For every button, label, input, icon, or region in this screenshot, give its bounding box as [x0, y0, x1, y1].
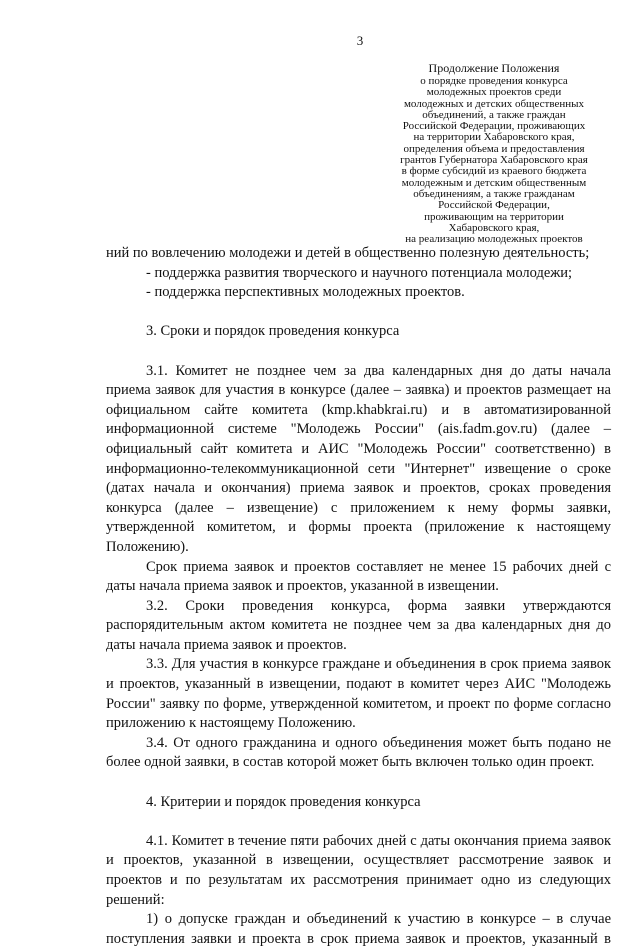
header-line: Хабаровского края, — [448, 221, 540, 234]
header-line: молодежных проектов среди — [426, 86, 562, 99]
header-line: о порядке проведения конкурса — [420, 75, 568, 87]
bullet-item: - поддержка развития творческого и научного потенциала молодежи; — [146, 264, 573, 281]
header-line: на реализацию молодежных проектов — [405, 233, 583, 246]
header-line: Российской Федерации, проживающих — [402, 120, 586, 133]
header-line: Продолжение Положения — [428, 61, 560, 75]
paragraph-3-3: 3.3. Для участия в конкурсе граждане и объединения в срок приема заявок и проектов, указанный в извещении, подают в комитет через АИС "Молодежь России" заявку по форме, утвержденной комитетом, и проект по форме согласно приложению к настоящему Положению. — [106, 656, 611, 732]
page-number: 3 — [356, 33, 364, 48]
header-line: объединениям, а также гражданам — [413, 187, 575, 200]
document-body — [106, 244, 611, 949]
bullet-item: - поддержка перспективных молодежных проектов. — [146, 284, 465, 301]
header-line: на территории Хабаровского края, — [413, 131, 575, 144]
header-line: молодежным и детским общественным — [401, 176, 587, 189]
section-4-heading: 4. Критерии и порядок проведения конкурса — [146, 793, 421, 810]
header-line: молодежных и детских общественных — [403, 97, 585, 110]
paragraph-4-1: 4.1. Комитет в течение пяти рабочих дней с даты окончания приема заявок и проектов, указанной в извещении, осуществляет рассмотрение заявок и проектов и по результатам их рассмотрения принимает одно из следующих решений: — [106, 832, 611, 908]
section-3-heading: 3. Сроки и порядок проведения конкурса — [146, 323, 400, 340]
header-line: проживающим на территории — [424, 210, 564, 223]
paragraph-term: Срок приема заявок и проектов составляет не менее 15 рабочих дней с даты начала приема заявок и проектов, указанной в извещении. — [106, 558, 611, 595]
header-line: определения объема и предоставления — [403, 142, 585, 155]
document-header — [378, 62, 610, 245]
header-line: объединений, а также граждан — [422, 108, 566, 121]
paragraph-3-1: 3.1. Комитет не позднее чем за два календарных дня до даты начала приема заявок для участия в конкурсе (далее – заявка) и проектов размещает на официальном сайте комитета (kmp.khabkrai.ru) и в автоматизированной информационной системе "Молодежь России" (ais.fadm.gov.ru) (далее – официальный сайт комитета и АИС "Молодежь России" соответственно) в информационно-телекоммуникационной сети "Интернет" извещение о сроке (датах начала и окончания) приема заявок и проектов, сроках проведения конкурса (далее – извещение) с приложением к нему формы заявки, утвержденной комитетом, и формы проекта (приложение к настоящему Положению). — [106, 362, 611, 555]
paragraph-3-4: 3.4. От одного гражданина и одного объединения может быть подано не более одной заявки, в состав которой может быть включен только один проект. — [106, 734, 611, 771]
header-line: грантов Губернатора Хабаровского края — [400, 154, 588, 167]
continuation-paragraph: ний по вовлечению молодежи и детей в общественно полезную деятельность; — [106, 245, 590, 261]
paragraph-3-2: 3.2. Сроки проведения конкурса, форма заявки утверждаются распорядительным актом комитета не позднее чем за два календарных дня до даты начала приема заявок и проектов. — [106, 597, 611, 653]
header-line: в форме субсидий из краевого бюджета — [401, 165, 587, 178]
paragraph-4-1-1: 1) о допуске граждан и объединений к участию в конкурсе – в случае поступления заявки и проекта в срок приема заявок и проектов, указанный в — [106, 911, 611, 947]
header-line: Российской Федерации, — [438, 199, 550, 212]
